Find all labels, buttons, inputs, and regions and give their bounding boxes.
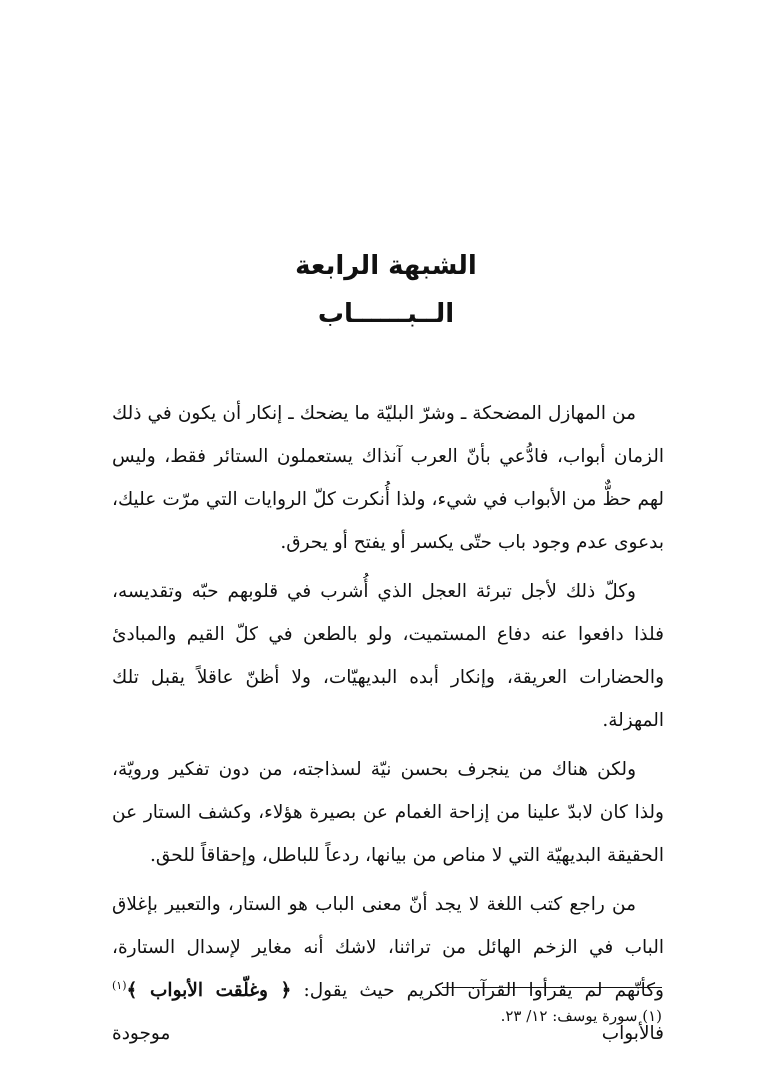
footnote-reference: (١) [112, 978, 127, 992]
paragraph-3: ولكن هناك من ينجرف بحسن نيّة لسذاجته، من دون تفكير ورويّة، ولذا كان لابدّ علينا من إزاحة الغمام عن بصيرة هؤلاء، وكشف الستار عن الحقيقة البديهيّة التي لا مناص من بيانها، ردعاً للباطل، وإحقاقاً للحق. [112, 759, 664, 866]
chapter-subtitle: الــبــــــاب [317, 299, 455, 329]
paragraph-4 [112, 883, 664, 1055]
paragraph-4-text: من راجع كتب اللغة لا يجد أنّ معنى الباب هو الستار، والتعبير بإغلاق الباب في الزخم الهائل من تراثنا، لاشك أنه مغاير لإسدال الستارة، وكأنّهم لم يقرأوا القرآن الكريم حيث يقول: [112, 894, 664, 1001]
quran-quote: ﴿ وغلّقت الأبواب ﴾ [126, 980, 292, 1001]
paragraph-1: من المهازل المضحكة ـ وشرّ البليّة ما يضحك ـ إنكار أن يكون في ذلك الزمان أبواب، فادُّعي بأنّ العرب آنذاك يستعملون الستائر فقط، وليس لهم حظٌّ من الأبواب في شيء، ولذا أُنكرت كلّ الروايات التي مرّت عليك، بدعوى عدم وجود باب حتّى يكسر أو يفتح أو يحرق. [112, 403, 664, 553]
paragraph-2: وكلّ ذلك لأجل تبرئة العجل الذي أُشرب في قلوبهم حبّه وتقديسه، فلذا دافعوا عنه دفاع المستميت، ولو بالطعن في كلّ القيم والمبادئ والحضارات العريقة، وإنكار أبده البديهيّات، ولا أظنّ عاقلاً يقبل تلك المهزلة. [112, 581, 664, 731]
chapter-title: الشبهة الرابعة [295, 251, 477, 281]
body-text [112, 392, 664, 1061]
footnote: (١) سورة يوسف: ١٢/ ٢٣. [500, 1007, 662, 1025]
footnote-divider [442, 987, 662, 988]
paragraph-4-continuation: فالأبواب موجودة [112, 1023, 664, 1044]
